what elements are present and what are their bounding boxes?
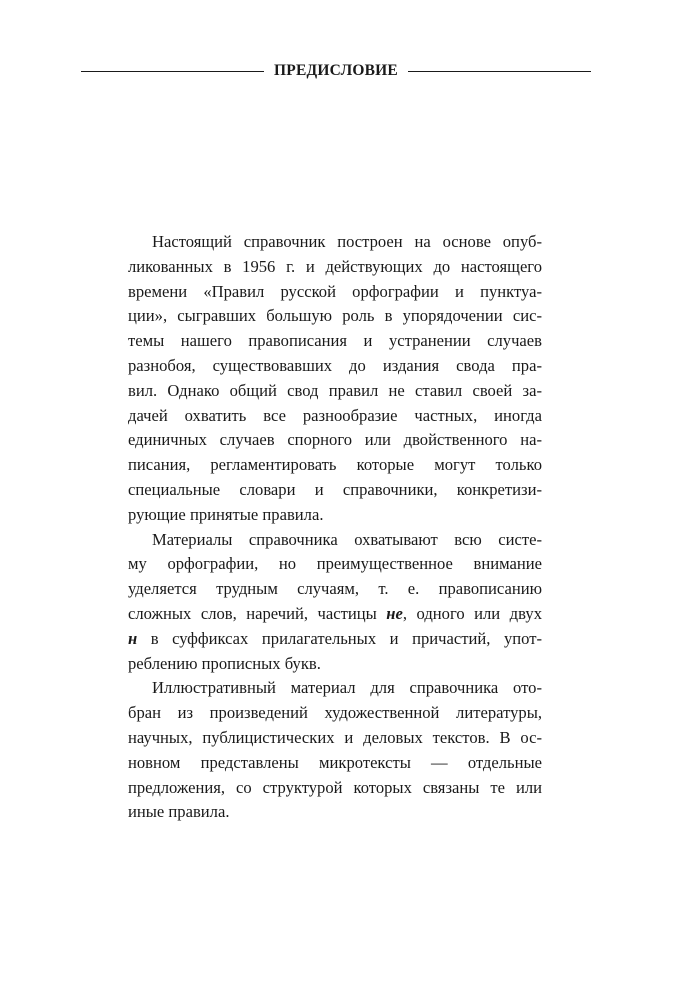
paragraph [128, 230, 542, 528]
text-segment: разнобоя, существовавших до издания свода пра- [128, 355, 542, 375]
text-segment: бран из произведений художественной литературы, [128, 703, 542, 723]
text-segment: в суффиксах прилагательных и причастий, упот- [137, 628, 542, 648]
text-segment: новном представлены микротексты — отдельные [128, 752, 542, 772]
text-segment: реблению прописных букв. [128, 653, 321, 673]
text-line [128, 701, 542, 726]
text-line [128, 776, 542, 801]
text-segment: ции», сыгравших большую роль в упорядочении сис- [128, 306, 542, 326]
text-line [128, 751, 542, 776]
emphasized-term: не [386, 603, 403, 623]
text-line [128, 379, 542, 404]
text-line [128, 230, 542, 255]
text-line [128, 503, 542, 528]
text-line [128, 676, 542, 701]
text-segment: уделяется трудным случаям, т. е. правописанию [128, 579, 542, 599]
header-rule-left [81, 71, 264, 72]
emphasized-term: н [128, 628, 138, 648]
text-line [128, 329, 542, 354]
text-segment: , одного или двух [402, 603, 542, 623]
text-segment: научных, публицистических и деловых текстов. В ос- [128, 727, 542, 747]
text-segment: единичных случаев спорного или двойственного на- [128, 430, 542, 450]
text-segment: сложных слов, наречий, частицы [128, 603, 387, 623]
text-segment: иные правила. [128, 802, 230, 822]
text-segment: му орфографии, но преимущественное внимание [128, 554, 542, 574]
text-line [128, 453, 542, 478]
chapter-title: ПРЕДИСЛОВИЕ [274, 62, 398, 79]
text-segment: времени «Правил русской орфографии и пунктуа- [128, 281, 542, 301]
text-segment: предложения, со структурой которых связаны те или [128, 777, 542, 797]
paragraph [128, 676, 542, 825]
header-rule-right [408, 71, 591, 72]
text-line [128, 726, 542, 751]
text-segment: темы нашего правописания и устранении случаев [128, 331, 542, 351]
chapter-header [81, 62, 591, 80]
text-line [128, 800, 542, 825]
text-segment: ликованных в 1956 г. и действующих до настоящего [128, 256, 542, 276]
text-segment: Настоящий справочник построен на основе опуб- [152, 232, 542, 251]
body-text [128, 230, 542, 825]
text-line [128, 404, 542, 429]
text-line [128, 602, 542, 627]
text-line [128, 478, 542, 503]
text-line [128, 255, 542, 280]
text-segment: Иллюстративный материал для справочника ото- [152, 678, 542, 698]
text-segment: специальные словари и справочники, конкретизи- [128, 479, 542, 499]
paragraph [128, 528, 542, 677]
text-line [128, 528, 542, 553]
text-line [128, 652, 542, 677]
text-segment: рующие принятые правила. [128, 504, 324, 524]
text-line [128, 304, 542, 329]
text-segment: дачей охватить все разнообразие частных, иногда [128, 405, 542, 425]
text-line [128, 428, 542, 453]
text-line [128, 577, 542, 602]
text-line [128, 627, 542, 652]
text-line [128, 354, 542, 379]
text-segment: писания, регламентировать которые могут только [128, 455, 542, 475]
text-line [128, 552, 542, 577]
text-line [128, 280, 542, 305]
text-segment: Материалы справочника охватывают всю систе- [152, 529, 542, 549]
text-segment: вил. Однако общий свод правил не ставил своей за- [128, 380, 542, 400]
